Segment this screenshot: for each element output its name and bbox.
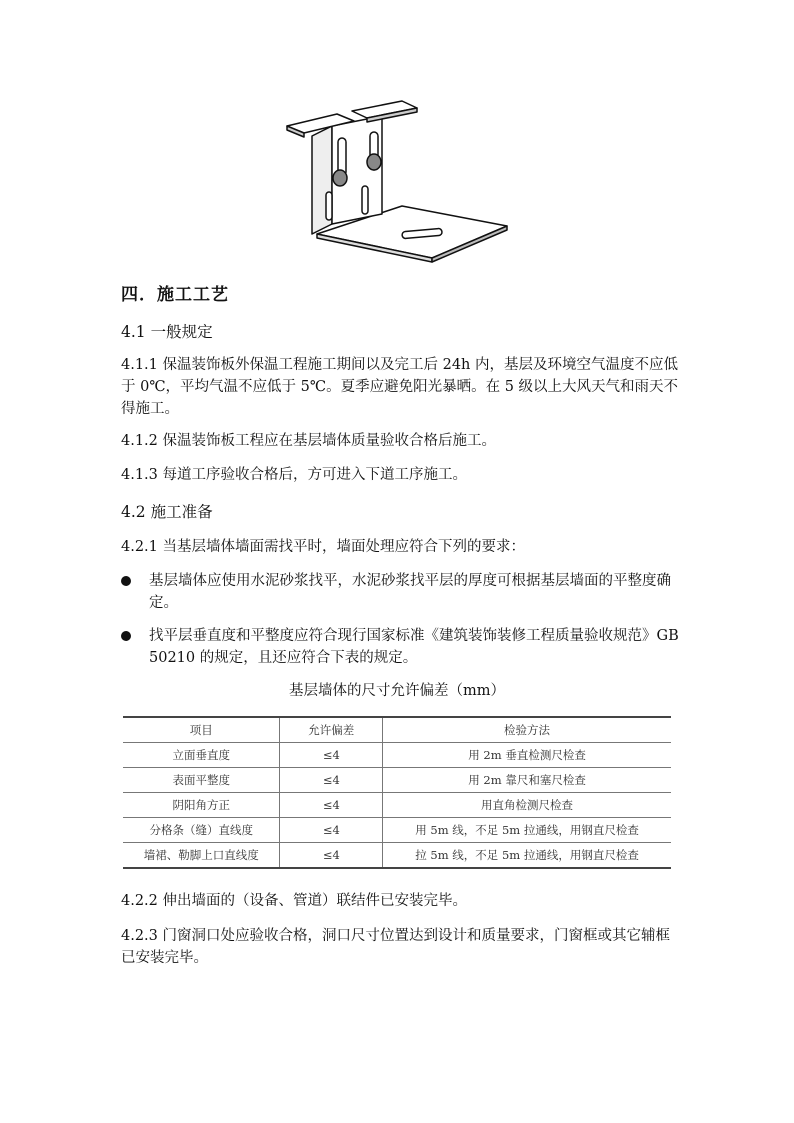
paragraph-4-1-1: 4.1.1 保温装饰板外保温工程施工期间以及完工后 24h 内，基层及环境空气温度不应低于 0℃，平均气温不应低于 5℃。夏季应避免阳光暴晒。在 5 级以上大风天气和雨天不得施工。 [121,357,679,417]
table-cell: ≤4 [280,843,383,869]
list-item-text: 基层墙体应使用水泥砂浆找平，水泥砂浆找平层的厚度可根据基层墙面的平整度确定。 [149,573,671,611]
table-row [123,768,671,793]
paragraph-4-2-2: 4.2.2 伸出墙面的（设备、管道）联结件已安装完毕。 [121,893,468,909]
table-cell: 用直角检测尺检查 [383,793,671,818]
bullet-dot-icon [121,631,131,641]
table-header-row [123,717,671,743]
table-cell: ≤4 [280,768,383,793]
table-row [123,793,671,818]
table-caption: 基层墙体的尺寸允许偏差（mm） [289,683,505,699]
subsection-4-2-title: 4.2 施工准备 [121,503,213,521]
bracket-figure [282,96,522,266]
table-row [123,843,671,869]
column-header: 允许偏差 [280,717,383,743]
table-cell: 用 2m 靠尺和塞尺检查 [383,768,671,793]
section-heading: 四．施工工艺 [121,285,229,305]
deviation-table [123,716,671,869]
metal-bracket-illustration [282,96,522,266]
paragraph-4-1-2: 4.1.2 保温装饰板工程应在基层墙体质量验收合格后施工。 [121,433,497,449]
list-item-text: 找平层垂直度和平整度应符合现行国家标准《建筑装饰装修工程质量验收规范》GB 50210 的规定，且还应符合下表的规定。 [149,628,679,666]
paragraph-4-2-1: 4.2.1 当基层墙体墙面需找平时，墙面处理应符合下列的要求： [121,539,526,555]
subsection-4-1-title: 4.1 一般规定 [121,323,213,341]
column-header: 检验方法 [383,717,671,743]
table-cell: 用 5m 线，不足 5m 拉通线，用钢直尺检查 [383,818,671,843]
table-cell: 墙裙、勒脚上口直线度 [123,843,280,869]
table-cell: ≤4 [280,818,383,843]
table-cell: 分格条（缝）直线度 [123,818,280,843]
table-cell: 表面平整度 [123,768,280,793]
table-row [123,818,671,843]
table-cell: 用 2m 垂直检测尺检查 [383,743,671,768]
table-cell: ≤4 [280,793,383,818]
table-cell: 立面垂直度 [123,743,280,768]
table-cell: 拉 5m 线，不足 5m 拉通线，用钢直尺检查 [383,843,671,869]
column-header: 项目 [123,717,280,743]
paragraph-4-2-3: 4.2.3 门窗洞口处应验收合格，洞口尺寸位置达到设计和质量要求，门窗框或其它辅框已安装完毕。 [121,928,671,966]
table-row [123,743,671,768]
bullet-dot-icon [121,576,131,586]
table-cell: ≤4 [280,743,383,768]
table-cell: 阴阳角方正 [123,793,280,818]
paragraph-4-1-3: 4.1.3 每道工序验收合格后，方可进入下道工序施工。 [121,467,468,483]
